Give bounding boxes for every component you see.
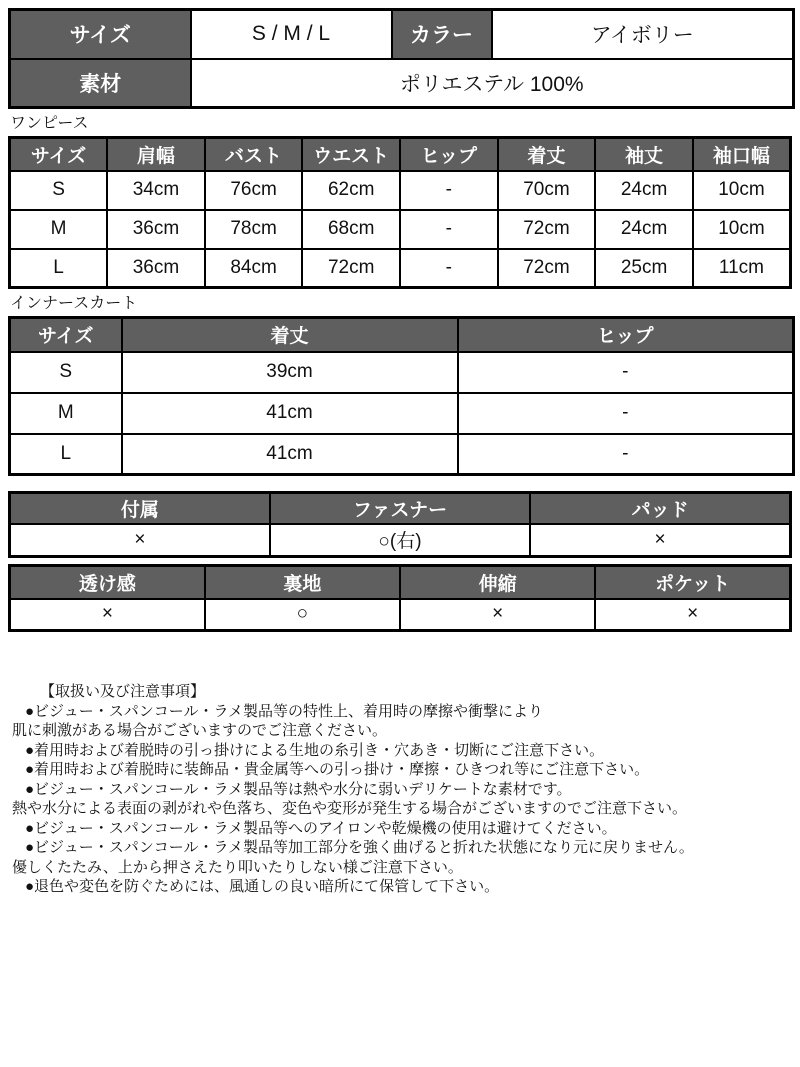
care-note-line: ●退色や変色を防ぐためには、風通しの良い暗所にて保管して下さい。	[25, 878, 500, 895]
feature-value: ○(右)	[270, 524, 530, 557]
feature-header: パッド	[530, 493, 790, 524]
inner-skirt-header-row	[10, 318, 794, 352]
table-row	[10, 393, 794, 434]
feature-value: ×	[530, 524, 790, 557]
features1-value-row	[10, 524, 791, 557]
length-cell: 39cm	[122, 352, 458, 393]
onepiece-header-row	[10, 138, 791, 171]
care-note-line: 肌に刺激がある場合がございますのでご注意ください。	[12, 722, 388, 739]
size-cell: M	[10, 210, 108, 249]
feature-value: ×	[10, 599, 205, 631]
care-note-line: ●ビジュー・スパンコール・ラメ製品等へのアイロンや乾燥機の使用は避けてください。	[25, 819, 617, 837]
feature-header: 透け感	[10, 566, 205, 599]
care-note-line: ●ビジュー・スパンコール・ラメ製品等加工部分を強く曲げると折れた状態になり元に戻りません。	[25, 839, 694, 856]
column-header: サイズ	[10, 138, 108, 171]
size-value: S / M / L	[191, 10, 392, 59]
color-value: アイボリー	[492, 10, 794, 59]
care-note-line: 熱や水分による表面の剥がれや色落ち、変色や変形が発生する場合がございますのでご注意下さい。	[12, 800, 688, 817]
features1-header-row	[10, 493, 791, 524]
onepiece-body	[10, 171, 791, 288]
features-table-1	[8, 491, 792, 558]
features2-value-row	[10, 599, 791, 631]
length-cell: 72cm	[498, 210, 596, 249]
features-table-2	[8, 564, 792, 632]
size-cell: S	[10, 352, 122, 393]
hip-cell: -	[458, 434, 794, 475]
care-note-line: ●ビジュー・スパンコール・ラメ製品等の特性上、着用時の摩擦や衝撃により	[25, 702, 544, 720]
table-row	[10, 210, 791, 249]
inner-skirt-section-title: インナースカート	[10, 295, 138, 312]
hip-cell: -	[458, 393, 794, 434]
column-header: 着丈	[498, 138, 596, 171]
care-notes-lines	[8, 702, 792, 897]
spec-row-size-color	[10, 10, 794, 59]
table-row	[10, 171, 791, 210]
material-value: ポリエステル 100%	[191, 59, 794, 108]
feature-header: ポケット	[595, 566, 790, 599]
column-header: ヒップ	[400, 138, 498, 171]
feature-value: ○	[205, 599, 400, 631]
care-note-line: ●着用時および着脱時に装飾品・貴金属等への引っ掛け・摩擦・ひきつれ等にご注意下さい。	[25, 761, 650, 778]
column-header: 袖口幅	[693, 138, 791, 171]
hip-cell: -	[400, 249, 498, 288]
bust-cell: 84cm	[205, 249, 303, 288]
table-row	[10, 434, 794, 475]
column-header: 着丈	[122, 318, 458, 352]
size-label: サイズ	[10, 10, 191, 59]
inner-skirt-size-table	[8, 316, 795, 476]
care-note-line: 優しくたたみ、上から押さえたり叩いたりしない様ご注意下さい。	[12, 858, 463, 876]
feature-header: 伸縮	[400, 566, 595, 599]
feature-header: ファスナー	[270, 493, 530, 524]
feature-value: ×	[595, 599, 790, 631]
inner-skirt-body	[10, 352, 794, 475]
care-note-line: ●着用時および着脱時の引っ掛けによる生地の糸引き・穴あき・切断にご注意下さい。	[25, 741, 605, 759]
size-cell: L	[10, 434, 122, 475]
column-header: サイズ	[10, 318, 122, 352]
sleeve-length-cell: 24cm	[595, 210, 693, 249]
cuff-width-cell: 10cm	[693, 171, 791, 210]
cuff-width-cell: 10cm	[693, 210, 791, 249]
size-cell: S	[10, 171, 108, 210]
shoulder-cell: 36cm	[107, 210, 205, 249]
feature-header: 付属	[10, 493, 270, 524]
care-notes-title: 【取扱い及び注意事項】	[40, 683, 206, 700]
length-cell: 70cm	[498, 171, 596, 210]
onepiece-section-title: ワンピース	[10, 115, 89, 132]
care-notes	[8, 682, 792, 897]
onepiece-size-table	[8, 136, 792, 289]
feature-value: ×	[10, 524, 270, 557]
column-header: バスト	[205, 138, 303, 171]
sleeve-length-cell: 24cm	[595, 171, 693, 210]
table-row	[10, 249, 791, 288]
features2-header-row	[10, 566, 791, 599]
feature-header: 裏地	[205, 566, 400, 599]
color-label: カラー	[392, 10, 492, 59]
column-header: ウエスト	[302, 138, 400, 171]
table-row	[10, 352, 794, 393]
length-cell: 41cm	[122, 393, 458, 434]
length-cell: 72cm	[498, 249, 596, 288]
bust-cell: 76cm	[205, 171, 303, 210]
waist-cell: 62cm	[302, 171, 400, 210]
length-cell: 41cm	[122, 434, 458, 475]
spec-table	[8, 8, 795, 109]
size-cell: L	[10, 249, 108, 288]
waist-cell: 68cm	[302, 210, 400, 249]
shoulder-cell: 36cm	[107, 249, 205, 288]
waist-cell: 72cm	[302, 249, 400, 288]
feature-value: ×	[400, 599, 595, 631]
bust-cell: 78cm	[205, 210, 303, 249]
hip-cell: -	[400, 210, 498, 249]
shoulder-cell: 34cm	[107, 171, 205, 210]
material-label: 素材	[10, 59, 191, 108]
column-header: 袖丈	[595, 138, 693, 171]
spec-row-material	[10, 59, 794, 108]
hip-cell: -	[400, 171, 498, 210]
sleeve-length-cell: 25cm	[595, 249, 693, 288]
column-header: 肩幅	[107, 138, 205, 171]
hip-cell: -	[458, 352, 794, 393]
cuff-width-cell: 11cm	[693, 249, 791, 288]
size-cell: M	[10, 393, 122, 434]
column-header: ヒップ	[458, 318, 794, 352]
care-note-line: ●ビジュー・スパンコール・ラメ製品等は熱や水分に弱いデリケートな素材です。	[25, 780, 572, 798]
